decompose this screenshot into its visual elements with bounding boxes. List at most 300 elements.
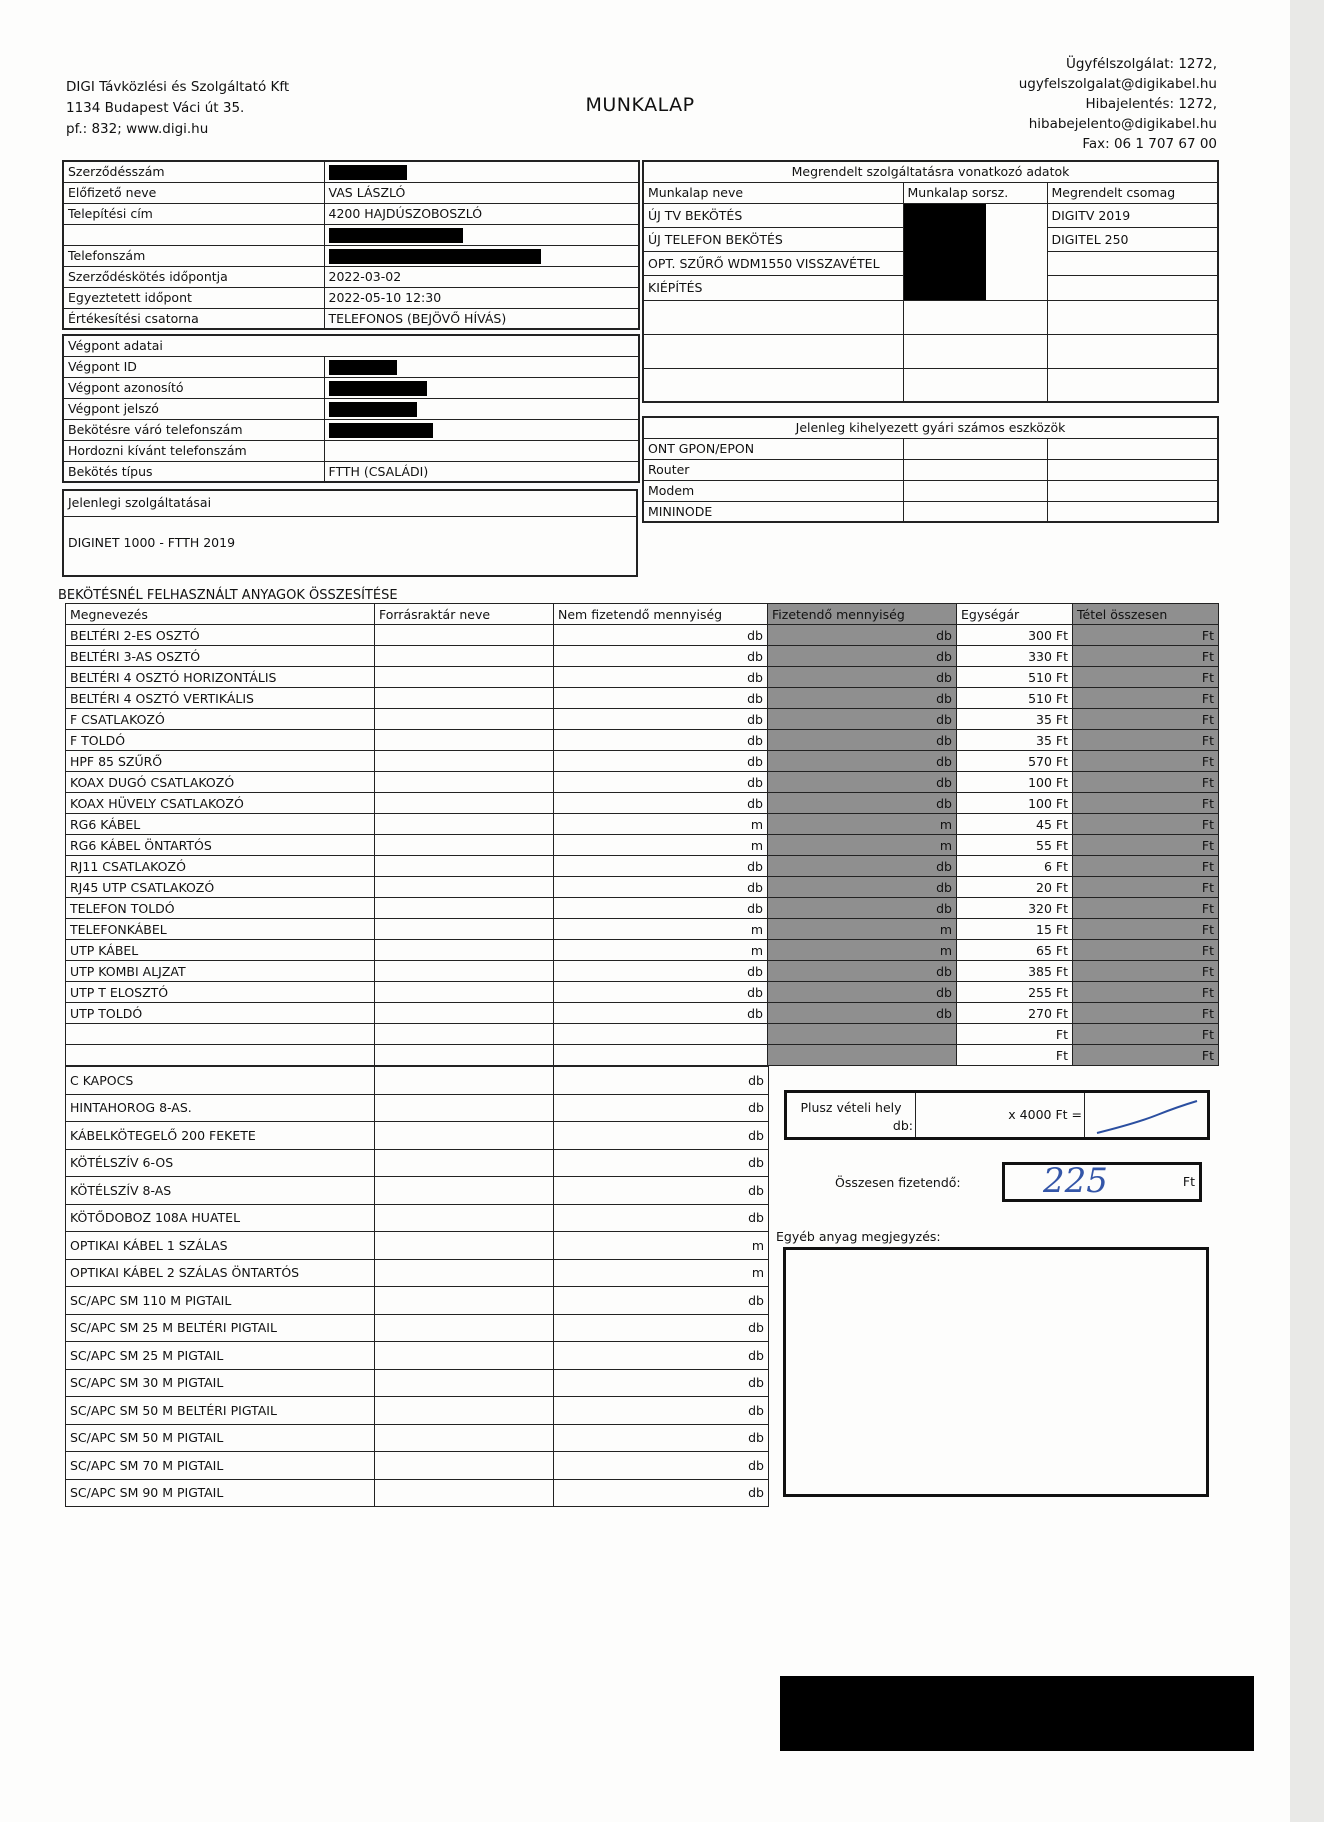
free-quantity: db xyxy=(554,772,768,793)
unit-price: 255 Ft xyxy=(957,982,1073,1003)
table-row xyxy=(66,1067,769,1095)
free-quantity: db xyxy=(554,1452,769,1480)
material-name: F TOLDÓ xyxy=(66,730,375,751)
line-total: Ft xyxy=(1073,940,1219,961)
redaction-bar xyxy=(780,1676,1254,1751)
table-row xyxy=(66,1024,1219,1045)
line-total: Ft xyxy=(1073,646,1219,667)
free-quantity: m xyxy=(554,835,768,856)
paper-edge xyxy=(1290,0,1324,1822)
service-line: ugyfelszolgalat@digikabel.hu xyxy=(1018,76,1217,92)
section-title: Jelenleg kihelyezett gyári számos eszközök xyxy=(643,417,1218,438)
free-quantity: db xyxy=(554,898,768,919)
table-row xyxy=(66,1342,769,1370)
field-label xyxy=(63,224,324,245)
material-name: BELTÉRI 4 OSZTÓ HORIZONTÁLIS xyxy=(66,667,375,688)
material-name: F CSATLAKOZÓ xyxy=(66,709,375,730)
source-warehouse xyxy=(375,1314,554,1342)
source-warehouse xyxy=(375,688,554,709)
unit-price: 20 Ft xyxy=(957,877,1073,898)
field-value xyxy=(324,161,639,182)
redaction-bar xyxy=(329,402,417,417)
material-name: RJ45 UTP CSATLAKOZÓ xyxy=(66,877,375,898)
paid-quantity: db xyxy=(768,751,957,772)
unit-price: 35 Ft xyxy=(957,709,1073,730)
redaction-bar xyxy=(329,249,541,264)
paid-quantity: db xyxy=(768,961,957,982)
field-label: Végpont ID xyxy=(63,356,324,377)
note-box xyxy=(783,1247,1209,1497)
source-warehouse xyxy=(375,1045,554,1066)
order-serial xyxy=(903,203,1047,300)
table-row xyxy=(66,1397,769,1425)
table-row xyxy=(643,501,1218,522)
material-name: SC/APC SM 90 M PIGTAIL xyxy=(66,1479,375,1507)
device-name: ONT GPON/EPON xyxy=(643,438,903,459)
paid-quantity xyxy=(768,1024,957,1045)
source-warehouse xyxy=(375,1094,554,1122)
material-name: OPTIKAI KÁBEL 1 SZÁLAS xyxy=(66,1232,375,1260)
source-warehouse xyxy=(375,982,554,1003)
table-row xyxy=(63,440,639,461)
paid-quantity: db xyxy=(768,772,957,793)
unit-price: 570 Ft xyxy=(957,751,1073,772)
material-name xyxy=(66,1024,375,1045)
free-quantity: db xyxy=(554,793,768,814)
line-total: Ft xyxy=(1073,877,1219,898)
unit-price: 35 Ft xyxy=(957,730,1073,751)
table-row xyxy=(66,793,1219,814)
unit-price: 300 Ft xyxy=(957,625,1073,646)
table-row xyxy=(66,1122,769,1150)
line-total: Ft xyxy=(1073,667,1219,688)
line-total: Ft xyxy=(1073,919,1219,940)
device-serial xyxy=(903,459,1047,480)
field-label: Szerződésszám xyxy=(63,161,324,182)
paid-quantity: db xyxy=(768,877,957,898)
column-header: Forrásraktár neve xyxy=(375,604,554,625)
source-warehouse xyxy=(375,898,554,919)
material-name: UTP T ELOSZTÓ xyxy=(66,982,375,1003)
source-warehouse xyxy=(375,1204,554,1232)
source-warehouse xyxy=(375,1024,554,1045)
source-warehouse xyxy=(375,1232,554,1260)
paid-quantity: db xyxy=(768,667,957,688)
source-warehouse xyxy=(375,1003,554,1024)
source-warehouse xyxy=(375,793,554,814)
material-name: OPTIKAI KÁBEL 2 SZÁLAS ÖNTARTÓS xyxy=(66,1259,375,1287)
line-total: Ft xyxy=(1073,688,1219,709)
paid-quantity: db xyxy=(768,646,957,667)
free-quantity: db xyxy=(554,877,768,898)
unit-price: 385 Ft xyxy=(957,961,1073,982)
free-quantity: db xyxy=(554,688,768,709)
free-quantity: db xyxy=(554,1067,769,1095)
order-name xyxy=(643,368,903,402)
column-header: Tétel összesen xyxy=(1073,604,1219,625)
line-total: Ft xyxy=(1073,1045,1219,1066)
material-name: HINTAHOROG 8-AS. xyxy=(66,1094,375,1122)
free-quantity: db xyxy=(554,856,768,877)
unit-price: 270 Ft xyxy=(957,1003,1073,1024)
extra-receiver-label xyxy=(787,1093,916,1137)
company-line: 1134 Budapest Váci út 35. xyxy=(66,100,245,116)
order-table xyxy=(642,160,1219,403)
total-box xyxy=(1002,1162,1202,1202)
free-quantity: db xyxy=(554,730,768,751)
table-row xyxy=(63,224,639,245)
material-name: UTP TOLDÓ xyxy=(66,1003,375,1024)
material-name: KÖTŐDOBOZ 108A HUATEL xyxy=(66,1204,375,1232)
order-package xyxy=(1047,334,1218,368)
source-warehouse xyxy=(375,646,554,667)
field-value xyxy=(324,377,639,398)
order-name: KIÉPÍTÉS xyxy=(643,276,903,300)
paid-quantity: db xyxy=(768,898,957,919)
table-row xyxy=(66,667,1219,688)
service-line: Hibajelentés: 1272, xyxy=(1085,96,1217,112)
section-title: Megrendelt szolgáltatásra vonatkozó adatok xyxy=(643,161,1218,182)
current-services-box xyxy=(62,489,638,577)
material-name: BELTÉRI 4 OSZTÓ VERTIKÁLIS xyxy=(66,688,375,709)
field-value xyxy=(324,419,639,440)
field-label: Egyeztetett időpont xyxy=(63,287,324,308)
order-serial xyxy=(903,334,1047,368)
line-total: Ft xyxy=(1073,730,1219,751)
source-warehouse xyxy=(375,1149,554,1177)
source-warehouse xyxy=(375,625,554,646)
table-row xyxy=(63,266,639,287)
table-row xyxy=(66,835,1219,856)
free-quantity: db xyxy=(554,625,768,646)
line-total: Ft xyxy=(1073,835,1219,856)
order-name: OPT. SZŰRŐ WDM1550 VISSZAVÉTEL xyxy=(643,252,903,276)
material-name: KÖTÉLSZÍV 6-OS xyxy=(66,1149,375,1177)
table-row xyxy=(66,856,1219,877)
free-quantity: db xyxy=(554,1314,769,1342)
source-warehouse xyxy=(375,1067,554,1095)
source-warehouse xyxy=(375,1122,554,1150)
free-quantity: db xyxy=(554,1342,769,1370)
service-line: Ügyfélszolgálat: 1272, xyxy=(1065,56,1217,72)
table-row xyxy=(66,1424,769,1452)
redaction-bar xyxy=(329,165,407,180)
table-row xyxy=(66,961,1219,982)
free-quantity xyxy=(554,1024,768,1045)
field-value: 2022-05-10 12:30 xyxy=(324,287,639,308)
line-total: Ft xyxy=(1073,814,1219,835)
unit-price: 45 Ft xyxy=(957,814,1073,835)
column-header: Egységár xyxy=(957,604,1073,625)
free-quantity: db xyxy=(554,982,768,1003)
table-row xyxy=(63,461,639,482)
service-contact xyxy=(1019,54,1217,154)
line-total: Ft xyxy=(1073,856,1219,877)
table-row xyxy=(66,1452,769,1480)
free-quantity: db xyxy=(554,961,768,982)
table-row xyxy=(643,438,1218,459)
material-name: HPF 85 SZŰRŐ xyxy=(66,751,375,772)
line-total: Ft xyxy=(1073,625,1219,646)
paid-quantity: m xyxy=(768,919,957,940)
source-warehouse xyxy=(375,940,554,961)
note-label: Egyéb anyag megjegyzés: xyxy=(776,1229,941,1244)
order-package xyxy=(1047,276,1218,300)
unit-price: 330 Ft xyxy=(957,646,1073,667)
source-warehouse xyxy=(375,1259,554,1287)
extra-receiver-price: x 4000 Ft = xyxy=(916,1093,1085,1137)
device-name: Router xyxy=(643,459,903,480)
material-name: SC/APC SM 50 M BELTÉRI PIGTAIL xyxy=(66,1397,375,1425)
field-label: Telefonszám xyxy=(63,245,324,266)
table-row xyxy=(66,646,1219,667)
extra-receiver-unit: db: xyxy=(892,1118,913,1133)
table-row xyxy=(63,335,639,356)
redaction-bar xyxy=(329,360,397,375)
free-quantity: db xyxy=(554,1122,769,1150)
table-row xyxy=(66,751,1219,772)
total-handwritten: 225 xyxy=(1043,1161,1108,1201)
unit-price: 6 Ft xyxy=(957,856,1073,877)
source-warehouse xyxy=(375,730,554,751)
paid-quantity: db xyxy=(768,793,957,814)
table-row xyxy=(66,1314,769,1342)
field-value xyxy=(324,440,639,461)
material-name: UTP KÁBEL xyxy=(66,940,375,961)
table-row xyxy=(63,161,639,182)
device-name: MININODE xyxy=(643,501,903,522)
table-row xyxy=(63,308,639,329)
line-total: Ft xyxy=(1073,982,1219,1003)
table-row xyxy=(643,368,1218,402)
unit-price: 55 Ft xyxy=(957,835,1073,856)
material-name: BELTÉRI 2-ES OSZTÓ xyxy=(66,625,375,646)
table-row xyxy=(63,356,639,377)
table-row xyxy=(66,877,1219,898)
total-label: Összesen fizetendő: xyxy=(835,1175,961,1190)
table-row xyxy=(643,182,1218,203)
free-quantity: db xyxy=(554,751,768,772)
unit-price: 320 Ft xyxy=(957,898,1073,919)
service-line: Fax: 06 1 707 67 00 xyxy=(1082,136,1217,152)
paid-quantity: m xyxy=(768,940,957,961)
free-quantity xyxy=(554,1045,768,1066)
free-quantity: db xyxy=(554,1149,769,1177)
table-row xyxy=(66,1479,769,1507)
material-name: UTP KOMBI ALJZAT xyxy=(66,961,375,982)
source-warehouse xyxy=(375,772,554,793)
field-label: Végpont azonosító xyxy=(63,377,324,398)
source-warehouse xyxy=(375,1397,554,1425)
endpoint-table xyxy=(62,334,640,483)
column-header: Nem fizetendő mennyiség xyxy=(554,604,768,625)
unit-price: Ft xyxy=(957,1024,1073,1045)
paid-quantity: m xyxy=(768,814,957,835)
material-name: TELEFON TOLDÓ xyxy=(66,898,375,919)
free-quantity: db xyxy=(554,1094,769,1122)
order-package xyxy=(1047,252,1218,276)
unit-price: 100 Ft xyxy=(957,772,1073,793)
device-extra xyxy=(1047,501,1218,522)
table-row xyxy=(66,982,1219,1003)
unit-price: 510 Ft xyxy=(957,688,1073,709)
material-name: SC/APC SM 50 M PIGTAIL xyxy=(66,1424,375,1452)
source-warehouse xyxy=(375,919,554,940)
material-name: SC/APC SM 110 M PIGTAIL xyxy=(66,1287,375,1315)
table-row xyxy=(66,1204,769,1232)
table-header-row xyxy=(66,604,1219,625)
unit-price: 15 Ft xyxy=(957,919,1073,940)
unit-price: Ft xyxy=(957,1045,1073,1066)
field-value: 4200 HAJDÚSZOBOSZLÓ xyxy=(324,203,639,224)
order-package xyxy=(1047,368,1218,402)
free-materials-table xyxy=(65,1066,769,1507)
field-value: VAS LÁSZLÓ xyxy=(324,182,639,203)
free-quantity: m xyxy=(554,1259,769,1287)
source-warehouse xyxy=(375,1479,554,1507)
field-label: Szerződéskötés időpontja xyxy=(63,266,324,287)
line-total: Ft xyxy=(1073,751,1219,772)
table-row xyxy=(66,1149,769,1177)
redaction-bar xyxy=(329,381,427,396)
field-value xyxy=(324,398,639,419)
order-name: ÚJ TV BEKÖTÉS xyxy=(643,203,903,227)
free-quantity: db xyxy=(554,646,768,667)
section-title: Végpont adatai xyxy=(63,335,639,356)
column-header: Megrendelt csomag xyxy=(1047,182,1218,203)
material-name: RG6 KÁBEL ÖNTARTÓS xyxy=(66,835,375,856)
field-value: FTTH (CSALÁDI) xyxy=(324,461,639,482)
table-row xyxy=(66,898,1219,919)
table-row xyxy=(63,419,639,440)
source-warehouse xyxy=(375,1452,554,1480)
table-row xyxy=(63,203,639,224)
line-total: Ft xyxy=(1073,1024,1219,1045)
source-warehouse xyxy=(375,709,554,730)
line-total: Ft xyxy=(1073,772,1219,793)
table-row xyxy=(66,940,1219,961)
service-line: hibabejelento@digikabel.hu xyxy=(1028,116,1217,132)
source-warehouse xyxy=(375,877,554,898)
material-name xyxy=(66,1045,375,1066)
source-warehouse xyxy=(375,961,554,982)
table-row xyxy=(66,1177,769,1205)
table-row xyxy=(66,772,1219,793)
source-warehouse xyxy=(375,1177,554,1205)
device-extra xyxy=(1047,480,1218,501)
free-quantity: db xyxy=(554,1287,769,1315)
redaction-bar xyxy=(904,204,986,300)
order-name: ÚJ TELEFON BEKÖTÉS xyxy=(643,227,903,251)
material-name: C KAPOCS xyxy=(66,1067,375,1095)
material-name: SC/APC SM 30 M PIGTAIL xyxy=(66,1369,375,1397)
device-name: Modem xyxy=(643,480,903,501)
redaction-bar xyxy=(329,423,433,438)
redaction-bar xyxy=(329,228,463,243)
material-name: SC/APC SM 25 M PIGTAIL xyxy=(66,1342,375,1370)
field-value xyxy=(324,224,639,245)
company-line: pf.: 832; www.digi.hu xyxy=(66,121,209,137)
field-value: TELEFONOS (BEJÖVŐ HÍVÁS) xyxy=(324,308,639,329)
free-quantity: m xyxy=(554,919,768,940)
paid-quantity: db xyxy=(768,856,957,877)
free-quantity: db xyxy=(554,1003,768,1024)
material-name: RG6 KÁBEL xyxy=(66,814,375,835)
paid-quantity: m xyxy=(768,835,957,856)
paid-quantity: db xyxy=(768,709,957,730)
paid-quantity: db xyxy=(768,625,957,646)
field-label: Végpont jelszó xyxy=(63,398,324,419)
unit-price: 510 Ft xyxy=(957,667,1073,688)
free-quantity: db xyxy=(554,709,768,730)
company-line: DIGI Távközlési és Szolgáltató Kft xyxy=(66,79,290,95)
page-title: MUNKALAP xyxy=(585,94,695,116)
field-label: Értékesítési csatorna xyxy=(63,308,324,329)
table-row xyxy=(63,398,639,419)
order-package: DIGITV 2019 xyxy=(1047,203,1218,227)
device-serial xyxy=(903,501,1047,522)
materials-title: BEKÖTÉSNÉL FELHASZNÁLT ANYAGOK ÖSSZESÍTÉSE xyxy=(58,588,398,603)
total-currency: Ft xyxy=(1182,1174,1195,1189)
column-header: Munkalap neve xyxy=(643,182,903,203)
order-name xyxy=(643,334,903,368)
section-title: Jelenlegi szolgáltatásai xyxy=(64,491,636,517)
device-serial xyxy=(903,480,1047,501)
paid-quantity xyxy=(768,1045,957,1066)
table-row xyxy=(63,377,639,398)
table-row xyxy=(66,688,1219,709)
table-row xyxy=(643,417,1218,438)
free-quantity: db xyxy=(554,1479,769,1507)
table-row xyxy=(66,1259,769,1287)
table-row xyxy=(643,459,1218,480)
paid-quantity: db xyxy=(768,688,957,709)
order-serial xyxy=(903,300,1047,334)
table-row xyxy=(63,245,639,266)
table-row xyxy=(66,1232,769,1260)
device-extra xyxy=(1047,438,1218,459)
field-value xyxy=(324,245,639,266)
line-total: Ft xyxy=(1073,1003,1219,1024)
free-quantity: db xyxy=(554,1424,769,1452)
source-warehouse xyxy=(375,814,554,835)
free-quantity: db xyxy=(554,1177,769,1205)
line-total: Ft xyxy=(1073,961,1219,982)
paid-quantity: db xyxy=(768,730,957,751)
table-row xyxy=(66,709,1219,730)
material-name: TELEFONKÁBEL xyxy=(66,919,375,940)
table-row xyxy=(63,182,639,203)
pen-stroke-icon xyxy=(1087,1093,1207,1143)
extra-receiver-box xyxy=(784,1090,1210,1140)
field-label: Bekötés típus xyxy=(63,461,324,482)
table-row xyxy=(66,1003,1219,1024)
table-row xyxy=(66,919,1219,940)
free-quantity: m xyxy=(554,1232,769,1260)
order-serial xyxy=(903,368,1047,402)
field-label: Előfizető neve xyxy=(63,182,324,203)
device-serial xyxy=(903,438,1047,459)
subscriber-table xyxy=(62,160,640,330)
field-value: 2022-03-02 xyxy=(324,266,639,287)
field-value xyxy=(324,356,639,377)
material-name: SC/APC SM 25 M BELTÉRI PIGTAIL xyxy=(66,1314,375,1342)
free-quantity: m xyxy=(554,814,768,835)
material-name: KÖTÉLSZÍV 8-AS xyxy=(66,1177,375,1205)
line-total: Ft xyxy=(1073,709,1219,730)
table-row xyxy=(643,480,1218,501)
table-row xyxy=(643,334,1218,368)
